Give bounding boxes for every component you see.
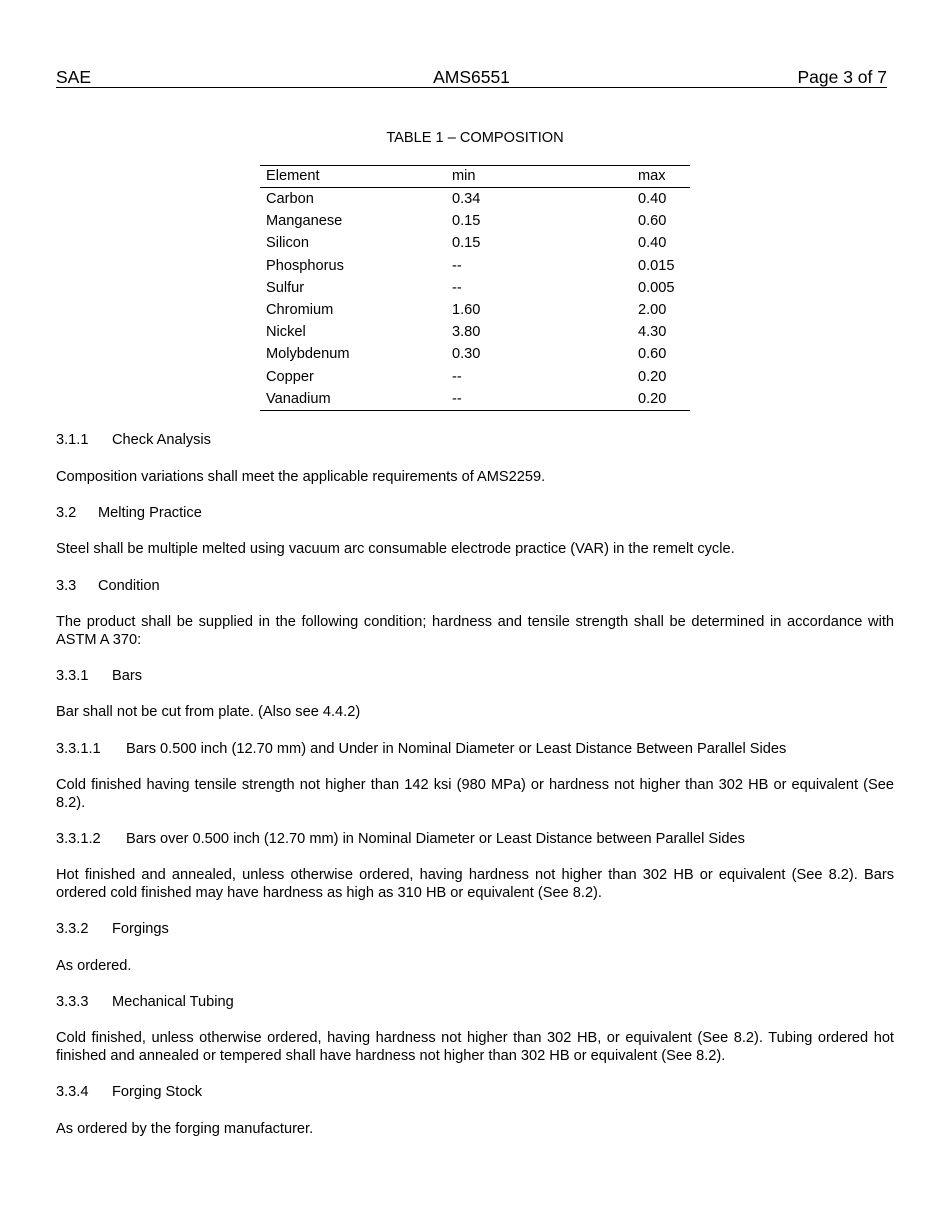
section-text-3-2: Steel shall be multiple melted using vacuum arc consumable electrode practice (VAR) in the remelt cycle. [56,541,735,557]
cell-element: Carbon [266,191,314,208]
cell-max: 0.60 [638,346,667,363]
section-text-3-3-2: As ordered. [56,958,132,974]
section-heading-3-3-3 [56,993,894,1011]
section-title: Forgings [112,921,169,937]
section-heading-3-3-1-2 [56,830,894,848]
section-title: Bars over 0.500 inch (12.70 mm) in Nominal Diameter or Least Distance between Parallel Sides [126,831,745,847]
cell-element: Molybdenum [266,346,350,363]
table-row [260,366,690,388]
table-header-row [260,166,690,188]
cell-min: 0.34 [452,191,481,208]
section-title: Mechanical Tubing [112,994,234,1010]
cell-element: Phosphorus [266,257,344,274]
table-row [260,232,690,254]
table-row [260,343,690,365]
table-row [260,277,690,299]
section-title: Bars 0.500 inch (12.70 mm) and Under in Nominal Diameter or Least Distance Between Parallel Sides [126,741,787,757]
table-row [260,299,690,321]
section-number: 3.3.1 [56,668,89,684]
cell-min: 0.30 [452,346,481,363]
table-row [260,188,690,211]
cell-element: Vanadium [260,388,446,411]
table-title: TABLE 1 – COMPOSITION [386,130,564,146]
section-heading-3-3-1 [56,667,894,685]
section-title: Condition [98,578,160,594]
section-number: 3.1.1 [56,432,89,448]
cell-element: Chromium [266,302,334,319]
cell-element: Sulfur [266,279,305,296]
cell-max: 0.20 [632,388,690,411]
column-header-element: Element [260,166,446,188]
cell-element: Silicon [266,235,309,252]
cell-min: 3.80 [452,324,481,341]
column-header-max: max [632,166,690,188]
cell-element: Copper [266,368,314,385]
cell-min: 0.15 [452,235,481,252]
cell-max: 0.015 [638,257,675,274]
section-title: Forging Stock [112,1084,203,1100]
section-heading-3-2 [56,504,894,522]
cell-min: 1.60 [452,302,481,319]
cell-min: -- [452,368,462,385]
cell-max: 0.40 [638,191,667,208]
section-number: 3.3.4 [56,1084,89,1100]
section-number: 3.3.3 [56,994,89,1010]
cell-max: 4.30 [638,324,667,341]
section-number: 3.3.1.1 [56,741,101,757]
cell-min: 0.15 [452,213,481,230]
section-heading-3-1-1 [56,431,894,449]
section-heading-3-3-2 [56,920,894,938]
section-title: Melting Practice [98,505,202,521]
cell-min: -- [446,388,632,411]
header-page-number: Page 3 of 7 [797,67,887,87]
column-header-min: min [446,166,632,188]
section-text-3-3-1: Bar shall not be cut from plate. (Also see 4.4.2) [56,704,361,720]
section-heading-3-3-4 [56,1083,894,1101]
page-header [56,67,887,88]
table-row [260,255,690,277]
cell-max: 2.00 [638,302,667,319]
header-doc-number: AMS6551 [433,67,510,87]
composition-table [260,165,690,411]
cell-element: Nickel [266,324,306,341]
section-text-3-3: The product shall be supplied in the following condition; hardness and tensile strength shall be determined in accordance with ASTM A 370: [56,614,894,648]
section-text-3-3-1-1: Cold finished having tensile strength not higher than 142 ksi (980 MPa) or hardness not higher than 302 HB or equivalent (See 8.2). [56,777,894,811]
cell-max: 0.40 [638,235,667,252]
cell-max: 0.60 [638,213,667,230]
section-heading-3-3 [56,577,894,595]
table-row [260,210,690,232]
header-org: SAE [56,67,92,87]
cell-min: -- [452,257,462,274]
cell-max: 0.20 [638,368,667,385]
section-number: 3.3.1.2 [56,831,101,847]
section-number: 3.3.2 [56,921,89,937]
table-row [260,321,690,343]
section-text-3-3-3: Cold finished, unless otherwise ordered, having hardness not higher than 302 HB, or equivalent (See 8.2). Tubing ordered hot finished and annealed or tempered shall have hardness not higher than 302 HB or equivalent (See 8.2). [56,1030,894,1064]
table-row [260,388,690,411]
section-heading-3-3-1-1 [56,740,894,758]
section-text-3-1-1: Composition variations shall meet the applicable requirements of AMS2259. [56,469,546,485]
section-text-3-3-4: As ordered by the forging manufacturer. [56,1121,314,1137]
section-title: Bars [112,668,143,684]
section-text-3-3-1-2: Hot finished and annealed, unless otherwise ordered, having hardness not higher than 302 HB or equivalent (See 8.2). Bars ordered cold finished may have hardness as high as 310 HB or equivalent (See 8.2). [56,867,894,901]
section-number: 3.2 [56,505,77,521]
section-number: 3.3 [56,578,77,594]
cell-max: 0.005 [638,279,675,296]
cell-element: Manganese [266,213,343,230]
section-title: Check Analysis [112,432,211,448]
cell-min: -- [452,279,462,296]
